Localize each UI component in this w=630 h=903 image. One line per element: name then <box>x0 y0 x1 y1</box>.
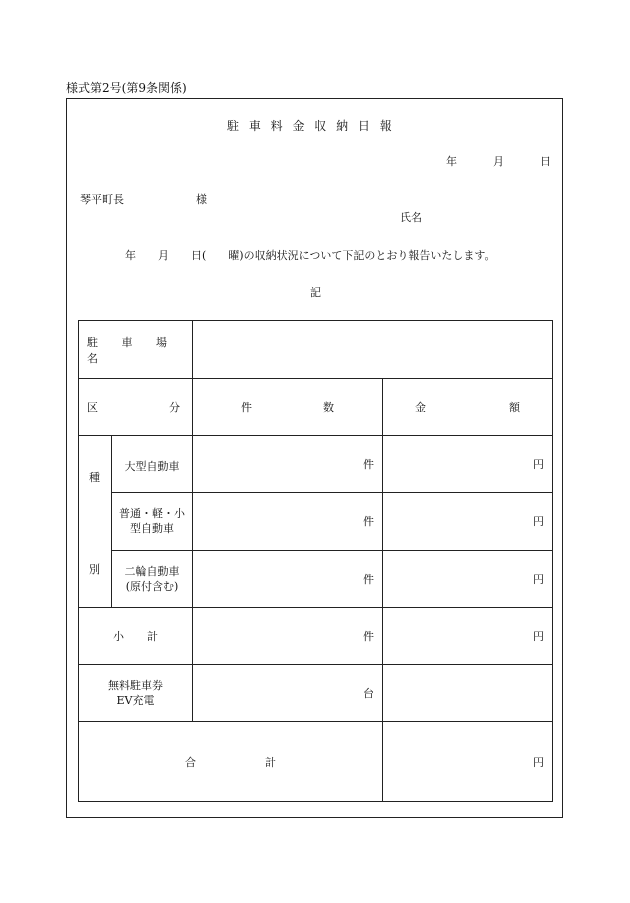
parking-lot-label-text: 駐 車 場 名 <box>87 335 177 365</box>
count-cell-free-ticket[interactable] <box>193 665 383 722</box>
date-month: 月 <box>493 155 504 168</box>
date-day: 日 <box>540 155 551 168</box>
amount-header <box>383 379 553 436</box>
amount-unit: 円 <box>533 755 544 769</box>
row-label-large-text: 大型自動車 <box>124 460 180 473</box>
form-title: 駐 車 料 金 収 納 日 報 <box>227 119 395 133</box>
row-label-motorcycle-line1: 二輪自動車 <box>124 564 180 578</box>
count-cell-subtotal[interactable] <box>193 608 383 665</box>
subtotal-label-right: 計 <box>147 630 158 643</box>
free-ticket-label <box>79 665 193 722</box>
row-label-large <box>112 436 193 493</box>
subtotal-label <box>79 608 193 665</box>
amount-unit: 円 <box>533 515 544 529</box>
amount-header-right: 額 <box>509 401 520 414</box>
row-label-standard <box>112 493 193 550</box>
amount-unit: 円 <box>533 458 544 472</box>
count-cell-motorcycle[interactable] <box>193 550 383 607</box>
ki-label: 記 <box>310 286 321 299</box>
free-ticket-line2: EV充電 <box>116 694 155 707</box>
parking-lot-label <box>79 321 193 379</box>
row-label-standard-line2: 型自動車 <box>130 522 174 536</box>
count-unit: 台 <box>363 687 374 700</box>
row-label-motorcycle-line2: (原付含む) <box>125 579 179 593</box>
table-row-subtotal <box>79 608 553 665</box>
category-header-left: 区 <box>87 401 98 414</box>
free-ticket-line1: 無料駐車券 <box>108 679 163 692</box>
row-label-standard-line1: 普通・軽・小 <box>119 507 185 521</box>
category-header-right: 分 <box>169 401 180 414</box>
amount-cell-subtotal[interactable] <box>383 608 553 665</box>
table-row-parking-lot <box>79 321 553 379</box>
subtotal-label-left: 小 <box>113 630 124 643</box>
amount-cell-large[interactable] <box>383 436 553 493</box>
row-label-motorcycle <box>112 550 193 607</box>
form-number: 様式第2号(第9条関係) <box>66 81 187 95</box>
total-label-left: 合 <box>185 755 196 769</box>
count-unit: 件 <box>363 515 374 529</box>
table-row-motorcycle <box>79 550 553 607</box>
total-label-right: 計 <box>265 755 276 769</box>
table-row-standard-vehicle <box>79 493 553 550</box>
table-row-total <box>79 722 553 802</box>
count-unit: 件 <box>363 572 374 586</box>
count-header-right: 数 <box>323 401 334 414</box>
category-header <box>79 379 193 436</box>
count-cell-standard[interactable] <box>193 493 383 550</box>
table-row-free-ticket <box>79 665 553 722</box>
amount-unit: 円 <box>533 630 544 643</box>
statement-text: 年 月 日( 曜)の収納状況について下記のとおり報告いたします。 <box>125 249 496 262</box>
total-label <box>79 722 383 802</box>
submitter-name-label: 氏名 <box>400 211 422 224</box>
report-table <box>78 320 553 802</box>
type-label-cell <box>79 436 112 608</box>
parking-lot-value[interactable] <box>193 321 553 379</box>
count-cell-large[interactable] <box>193 436 383 493</box>
table-row-header <box>79 379 553 436</box>
count-unit: 件 <box>363 630 374 643</box>
type-label-top: 種 <box>89 471 100 484</box>
addressee-honorific: 様 <box>196 193 207 206</box>
date-year: 年 <box>446 155 457 168</box>
count-header-left: 件 <box>241 401 252 414</box>
addressee-name: 琴平町長 <box>80 193 124 206</box>
amount-cell-standard[interactable] <box>383 493 553 550</box>
amount-cell-total[interactable] <box>383 722 553 802</box>
count-header <box>193 379 383 436</box>
amount-cell-motorcycle[interactable] <box>383 550 553 607</box>
amount-header-left: 金 <box>415 401 426 414</box>
type-label-bottom: 別 <box>89 563 100 576</box>
amount-cell-free-ticket[interactable] <box>383 665 553 722</box>
amount-unit: 円 <box>533 572 544 586</box>
count-unit: 件 <box>363 458 374 472</box>
table-row-large-vehicle <box>79 436 553 493</box>
